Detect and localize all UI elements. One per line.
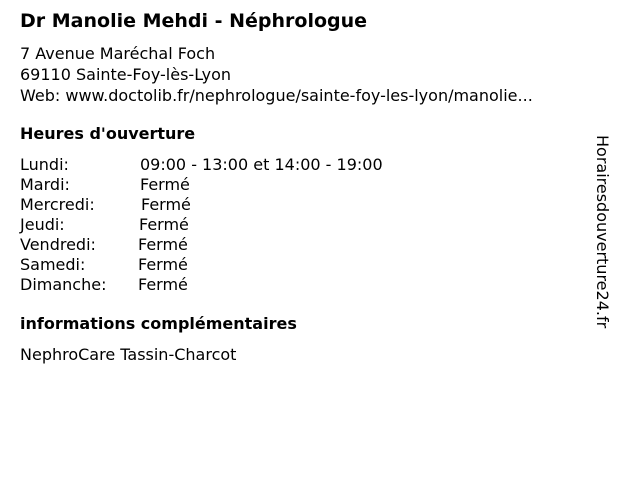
additional-info-heading: informations complémentaires <box>20 314 297 333</box>
day-hours: Fermé <box>139 215 189 234</box>
day-label: Jeudi: <box>20 215 65 234</box>
website-link[interactable]: Web: www.doctolib.fr/nephrologue/sainte-foy-les-lyon/manolie... <box>20 86 533 105</box>
day-hours: Fermé <box>138 255 188 274</box>
address-street: 7 Avenue Maréchal Foch <box>20 44 216 63</box>
day-hours: 09:00 - 13:00 et 14:00 - 19:00 <box>140 155 383 174</box>
day-hours: Fermé <box>138 235 188 254</box>
page-title: Dr Manolie Mehdi - Néphrologue <box>20 10 368 32</box>
address-city: 69110 Sainte-Foy-lès-Lyon <box>20 65 232 84</box>
day-label: Vendredi: <box>20 235 96 254</box>
additional-info-text: NephroCare Tassin-Charcot <box>20 345 237 364</box>
day-hours: Fermé <box>140 175 190 194</box>
day-label: Mardi: <box>20 175 70 194</box>
day-label: Dimanche: <box>20 275 107 294</box>
day-hours: Fermé <box>138 275 188 294</box>
day-label: Lundi: <box>20 155 69 174</box>
day-label: Mercredi: <box>20 195 95 214</box>
site-watermark: Horairesdouverture24.fr <box>593 135 612 329</box>
day-label: Samedi: <box>20 255 86 274</box>
opening-hours-heading: Heures d'ouverture <box>20 124 196 143</box>
day-hours: Fermé <box>141 195 191 214</box>
